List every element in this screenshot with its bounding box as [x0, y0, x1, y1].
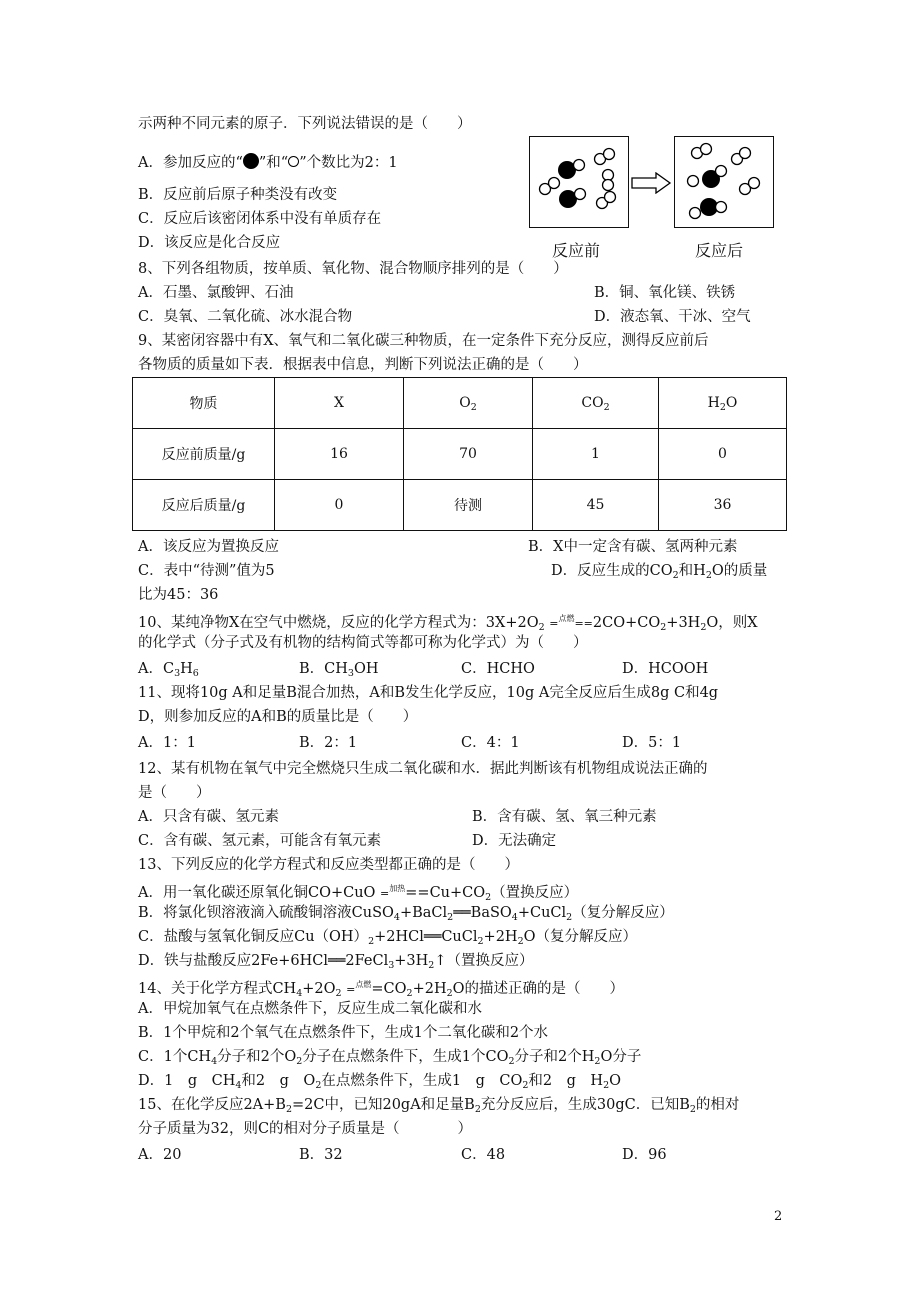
table-cell: 反应后质量/g [133, 480, 275, 531]
table-row [133, 480, 787, 531]
q12-option-b: B．含有碳、氢、氧三种元素 [472, 809, 657, 825]
q12-option-d: D．无法确定 [472, 833, 557, 849]
q15-option-d: D．96 [622, 1147, 667, 1163]
q7-option-c: C．反应后该密闭体系中没有单质存在 [138, 211, 382, 227]
table-cell: 0 [659, 429, 787, 480]
q9-option-c: C．表中“待测”值为5 [138, 563, 275, 579]
q7-option-b: B．反应前后原子种类没有改变 [138, 187, 338, 203]
q13-option-c: C．盐酸与氢氧化铜反应$Cu(OH)_2+2HCl══CuCl_2+2H_2O$（复分解反应） [138, 929, 638, 947]
table-cell: X [275, 378, 404, 429]
table-cell: 16 [275, 429, 404, 480]
q14-option-c: C．1个$CH_4$分子和2个$O_2$分子在点燃条件下，生成1个$CO_2$分子和2个$H_2O$分子 [138, 1049, 642, 1067]
q14-option-d: D．1 g $CH_4$和2 g $O_2$在点燃条件下，生成1 g $CO_2$和2 g $H_2O$ [138, 1073, 622, 1091]
q8-stem: 8、下列各组物质，按单质、氧化物、混合物顺序排列的是（ ） [138, 261, 568, 277]
q14-stem: 14、关于化学方程式$CH_4+2O_2 =^{点燃}=CO_2+2H_2O$的描述正确的是（ ） [138, 980, 625, 999]
q8-option-d: D．液态氧、干冰、空气 [594, 309, 751, 325]
q11-option-b: B．2：1 [299, 735, 358, 751]
q11-stem-line1: 11、现将10g A和足量B混合加热，A和B发生化学反应，10g A完全反应后生成8g C和4g [138, 685, 719, 701]
q11-stem-line2: D，则参加反应的A和B的质量比是（ ） [138, 709, 418, 725]
q11-option-d: D．5：1 [622, 735, 682, 751]
q12-stem-line2: 是（ ） [138, 785, 211, 801]
q10-option-d: D．HCOOH [622, 661, 709, 677]
q13-stem: 13、下列反应的化学方程式和反应类型都正确的是（ ） [138, 857, 519, 873]
q8-option-a: A．石墨、氯酸钾、石油 [138, 285, 294, 301]
table-cell: 36 [659, 480, 787, 531]
after-reaction-box [674, 136, 774, 228]
q9-stem-line1: 9、某密闭容器中有X、氧气和二氧化碳三种物质，在一定条件下充分反应，测得反应前后 [138, 333, 709, 349]
q15-option-a: A．20 [138, 1147, 182, 1163]
q15-stem-line2: 分子质量为32，则C的相对分子质量是（ ） [138, 1121, 473, 1137]
table-cell: $O_2$ [404, 378, 533, 429]
white-atom-icon [288, 156, 299, 167]
table-cell: 待测 [404, 480, 533, 531]
before-particles [530, 137, 628, 227]
q8-option-b: B．铜、氧化镁、铁锈 [594, 285, 736, 301]
q9-option-a: A．该反应为置换反应 [138, 539, 279, 555]
q10-option-a: A．$C_3H_6$ [138, 661, 199, 679]
q7-option-a: A．参加反应的“ ”和“ ”个数比为2：1 [138, 155, 398, 171]
q8-option-c: C．臭氧、二氧化硫、冰水混合物 [138, 309, 353, 325]
after-reaction-caption: 反应后 [695, 241, 744, 260]
q10-option-c: C．HCHO [461, 661, 535, 677]
q14-option-a: A．甲烷加氧气在点燃条件下，反应生成二氧化碳和水 [138, 1001, 482, 1017]
q13-option-d: D．铁与盐酸反应$2Fe+6HCl══2FeCl_3+3H_2↑$（置换反应） [138, 953, 534, 971]
q9-option-d-cont: 比为45：36 [138, 587, 219, 603]
table-header-row [133, 378, 787, 429]
before-reaction-box [529, 136, 629, 228]
table-cell: 物质 [133, 378, 275, 429]
q9-option-b: B．X中一定含有碳、氢两种元素 [528, 539, 738, 555]
table-cell: 70 [404, 429, 533, 480]
table-cell: 1 [533, 429, 659, 480]
black-atom-icon [243, 153, 259, 169]
table-cell: $H_2O$ [659, 378, 787, 429]
q9-option-d: D．反应生成的$CO_2$和$H_2O$的质量 [551, 563, 768, 581]
q14-option-b: B．1个甲烷和2个氧气在点燃条件下，生成1个二氧化碳和2个水 [138, 1025, 549, 1041]
q15-stem-line1: 15、在化学反应$2A+B_2=2C$中，已知20gA和足量$B_2$充分反应后，生成30gC．已知$B_2$的相对 [138, 1097, 740, 1115]
q11-option-c: C．4：1 [461, 735, 520, 751]
q13-option-a: A．用一氧化碳还原氧化铜$CO+CuO =^{加热}==Cu+CO_2$（置换反应） [138, 884, 579, 903]
q11-option-a: A．1：1 [138, 735, 196, 751]
q10-stem-line1: 10、某纯净物X在空气中燃烧，反应的化学方程式为：$3X+2O_2 =^{点燃}==2CO+CO_2+3H_2O$，则X [138, 614, 758, 633]
reaction-arrow-icon [630, 172, 672, 194]
page-number: 2 [774, 1209, 783, 1224]
before-reaction-caption: 反应前 [552, 241, 601, 260]
q12-stem-line1: 12、某有机物在氧气中完全燃烧只生成二氧化碳和水．据此判断该有机物组成说法正确的 [138, 761, 708, 777]
mass-table [132, 377, 787, 531]
q10-option-b: B．$CH_3OH$ [299, 661, 379, 679]
q7-option-d: D．该反应是化合反应 [138, 235, 281, 251]
q15-option-b: B．32 [299, 1147, 343, 1163]
after-particles [675, 137, 773, 227]
q15-option-c: C．48 [461, 1147, 506, 1163]
q12-option-c: C．含有碳、氢元素，可能含有氧元素 [138, 833, 382, 849]
q13-option-b: B．将氯化钡溶液滴入硫酸铜溶液CuSO$_4$+BaCl$_2$══BaSO$_4$+CuCl$_2$（复分解反应） [138, 905, 674, 923]
table-cell: $CO_2$ [533, 378, 659, 429]
table-row [133, 429, 787, 480]
table-cell: 反应前质量/g [133, 429, 275, 480]
q7-intro: 示两种不同元素的原子．下列说法错误的是（ ） [138, 116, 472, 132]
table-cell: 0 [275, 480, 404, 531]
q12-option-a: A．只含有碳、氢元素 [138, 809, 279, 825]
q9-stem-line2: 各物质的质量如下表．根据表中信息，判断下列说法正确的是（ ） [138, 357, 588, 373]
table-cell: 45 [533, 480, 659, 531]
q10-stem-line2: 的化学式（分子式及有机物的结构简式等都可称为化学式）为（ ） [138, 635, 588, 651]
